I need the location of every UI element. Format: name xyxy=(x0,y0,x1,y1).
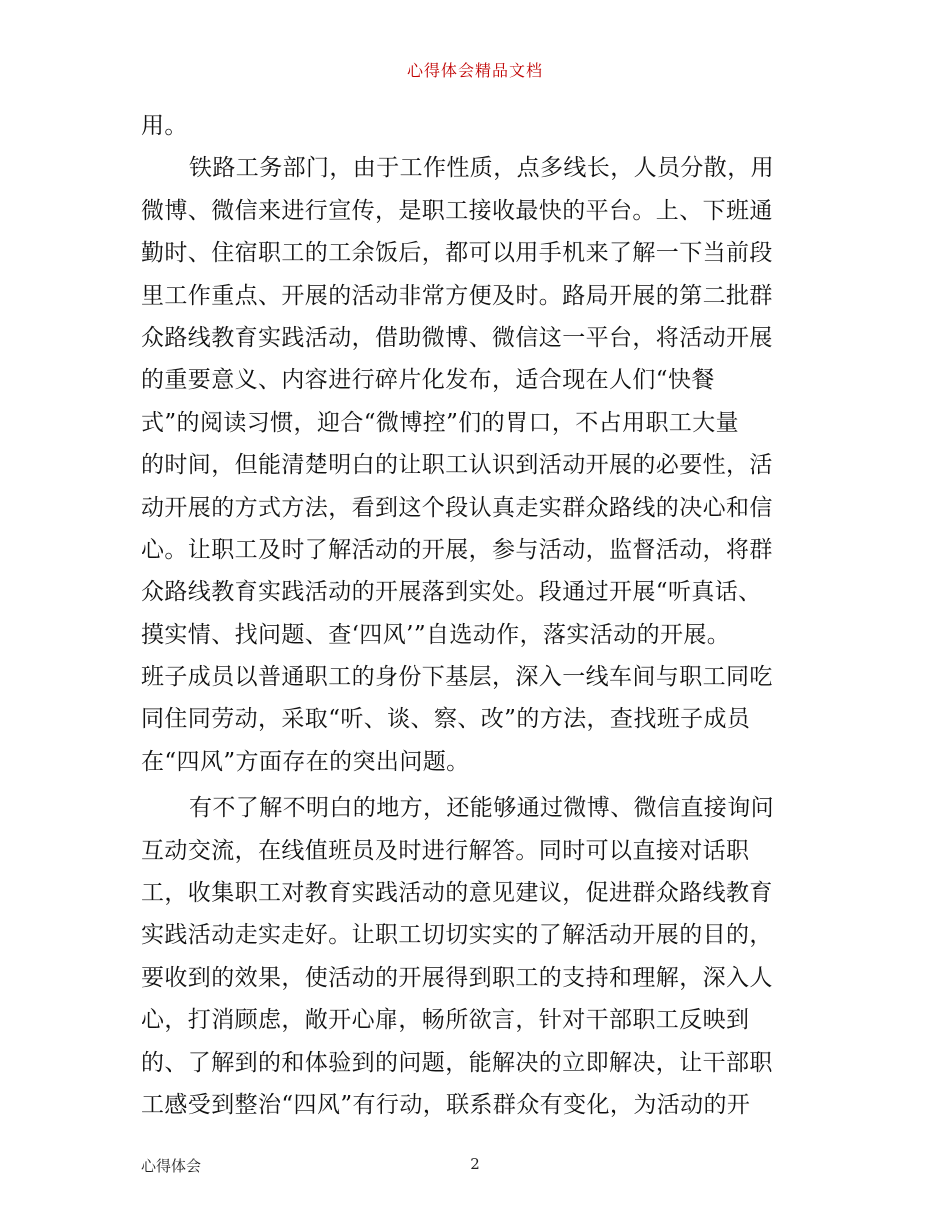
text-line: 实践活动走实走好。让职工切切实实的了解活动开展的目的， xyxy=(141,922,773,949)
text-line: 工，收集职工对教育实践活动的意见建议，促进群众路线教育 xyxy=(141,880,773,907)
document-body xyxy=(141,105,813,1126)
text-line: 的重要意义、内容进行碎片化发布，适合现在人们“快餐 xyxy=(141,367,715,394)
page-number: 2 xyxy=(470,1155,480,1173)
text-line: 心。让职工及时了解活动的开展，参与活动，监督活动，将群 xyxy=(141,536,773,563)
text-line: 众路线教育实践活动的开展落到实处。段通过开展“听真话、 xyxy=(141,579,762,606)
text-line: 的、了解到的和体验到的问题，能解决的立即解决，让干部职 xyxy=(141,1049,773,1076)
text-line: 微博、微信来进行宣传，是职工接收最快的平台。上、下班通 xyxy=(141,197,773,224)
text-line: 工感受到整治“四风”有行动，联系群众有变化，为活动的开 xyxy=(141,1091,751,1118)
text-line: 要收到的效果，使活动的开展得到职工的支持和理解，深入人 xyxy=(141,964,773,991)
text-line: 摸实情、找问题、查‘四风’”自选动作，落实活动的开展。 xyxy=(141,621,731,648)
text-line: 互动交流，在线值班员及时进行解答。同时可以直接对话职 xyxy=(141,837,750,864)
text-line: 在“四风”方面存在的突出问题。 xyxy=(141,748,470,775)
text-line: 的时间，但能清楚明白的让职工认识到活动开展的必要性，活 xyxy=(141,452,773,479)
text-line: 众路线教育实践活动，借助微博、微信这一平台，将活动开展 xyxy=(141,324,773,351)
text-line: 式”的阅读习惯，迎合“微博控”们的胃口，不占用职工大量 xyxy=(141,409,740,436)
text-line: 用。 xyxy=(141,113,188,139)
text-line: 心，打消顾虑，敞开心扉，畅所欲言，针对干部职工反映到 xyxy=(141,1007,750,1034)
text-line: 勤时、住宿职工的工余饭后，都可以用手机来了解一下当前段 xyxy=(141,240,773,267)
text-line-paragraph-start: 铁路工务部门，由于工作性质，点多线长，人员分散，用 xyxy=(189,155,774,182)
text-line-paragraph-start: 有不了解不明白的地方，还能够通过微博、微信直接询问 xyxy=(189,795,774,822)
text-line: 同住同劳动，采取“听、谈、察、改”的方法，查找班子成员 xyxy=(141,706,751,733)
text-line: 动开展的方式方法，看到这个段认真走实群众路线的决心和信 xyxy=(141,494,773,521)
text-line: 里工作重点、开展的活动非常方便及时。路局开展的第二批群 xyxy=(141,282,773,309)
page-footer-label: 心得体会 xyxy=(141,1157,202,1175)
text-line: 班子成员以普通职工的身份下基层，深入一线车间与职工同吃 xyxy=(141,664,773,691)
page-header-title: 心得体会精品文档 xyxy=(406,61,543,80)
